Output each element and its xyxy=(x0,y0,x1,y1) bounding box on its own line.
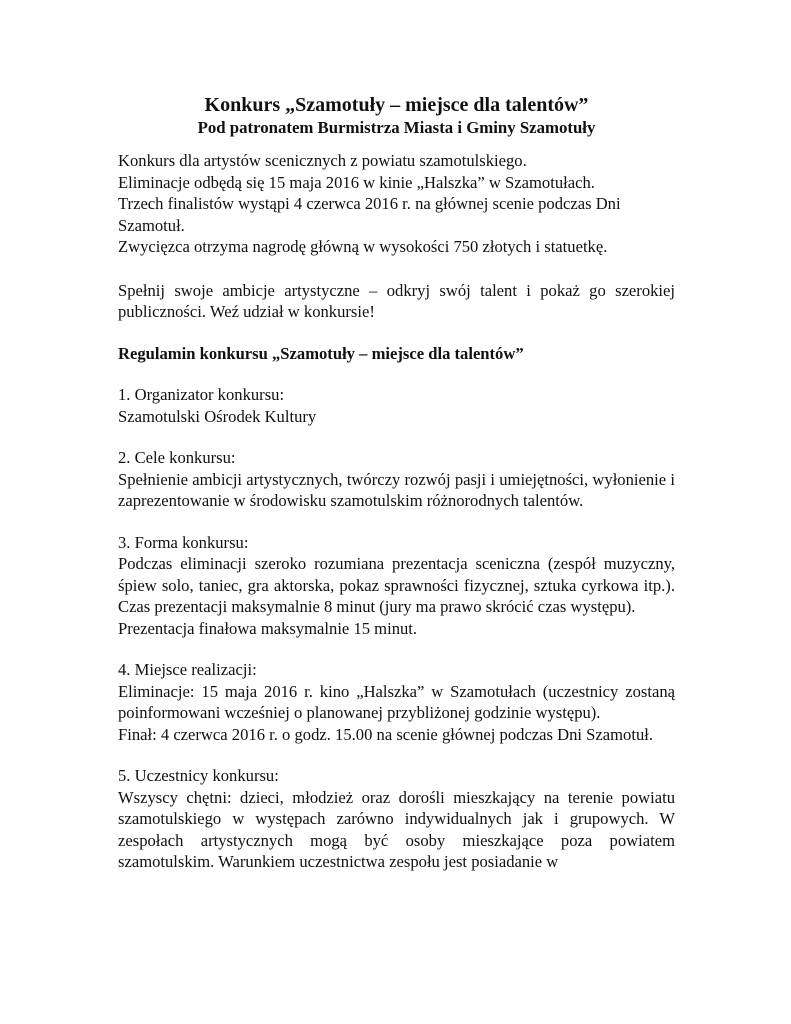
section-text: Finał: 4 czerwca 2016 r. o godz. 15.00 na scenie głównej podczas Dni Szamotuł. xyxy=(118,724,654,744)
section-heading: 2. Cele konkursu: xyxy=(118,448,236,467)
intro-block xyxy=(118,150,675,258)
call-to-action: Spełnij swoje ambicje artystyczne – odkryj swój talent i pokaż go szerokiej publiczności. Weź udział w konkursie! xyxy=(118,280,675,321)
section-organizer xyxy=(118,384,675,427)
intro-line: Konkurs dla artystów scenicznych z powiatu szamotulskiego. xyxy=(118,151,527,170)
section-text: Eliminacje: 15 maja 2016 r. kino „Halszka” w Szamotułach (uczestnicy zostaną poinformowani wcześniej o planowanej przybliżonej godzinie występu). xyxy=(118,681,675,722)
regulations-title: Regulamin konkursu „Szamotuły – miejsce dla talentów” xyxy=(118,343,524,363)
section-text: Szamotulski Ośrodek Kultury xyxy=(118,406,317,426)
section-text: Prezentacja finałowa maksymalnie 15 minut. xyxy=(118,618,418,638)
section-text: Wszyscy chętni: dzieci, młodzież oraz dorośli mieszkający na terenie powiatu szamotulskiego w występach zarówno indywidualnych jak i grupowych. W zespołach artystycznych mogą być osoby mieszkające poza powiatem szamotulskim. Warunkiem uczestnictwa zespołu jest posiadanie w xyxy=(118,787,675,871)
document-title: Konkurs „Szamotuły – miejsce dla talentów” xyxy=(204,94,589,116)
section-form xyxy=(118,532,675,640)
section-location xyxy=(118,659,675,745)
intro-line: Zwycięzca otrzyma nagrodę główną w wysokości 750 złotych i statuetkę. xyxy=(118,237,608,256)
section-participants xyxy=(118,765,675,873)
section-heading: 3. Forma konkursu: xyxy=(118,532,249,552)
section-heading: 1. Organizator konkursu: xyxy=(118,385,285,404)
intro-line: Eliminacje odbędą się 15 maja 2016 w kinie „Halszka” w Szamotułach. xyxy=(118,172,595,192)
intro-line: Trzech finalistów wystąpi 4 czerwca 2016 r. na głównej scenie podczas Dni Szamotuł. xyxy=(118,194,621,235)
section-text: Podczas eliminacji szeroko rozumiana prezentacja sceniczna (zespół muzyczny, śpiew solo, taniec, gra aktorska, pokaz sprawności fizycznej, sztuka cyrkowa itp.). Czas prezentacji maksymalnie 8 minut (jury ma prawo skrócić czas występu). xyxy=(118,554,675,616)
document-page xyxy=(118,94,675,873)
section-heading: 5. Uczestnicy konkursu: xyxy=(118,766,279,785)
section-heading: 4. Miejsce realizacji: xyxy=(118,660,257,679)
section-text: Spełnienie ambicji artystycznych, twórczy rozwój pasji i umiejętności, wyłonienie i zaprezentowanie w środowisku szamotulskim różnorodnych talentów. xyxy=(118,469,675,510)
section-goals xyxy=(118,447,675,512)
document-subtitle: Pod patronatem Burmistrza Miasta i Gminy Szamotuły xyxy=(197,118,596,137)
